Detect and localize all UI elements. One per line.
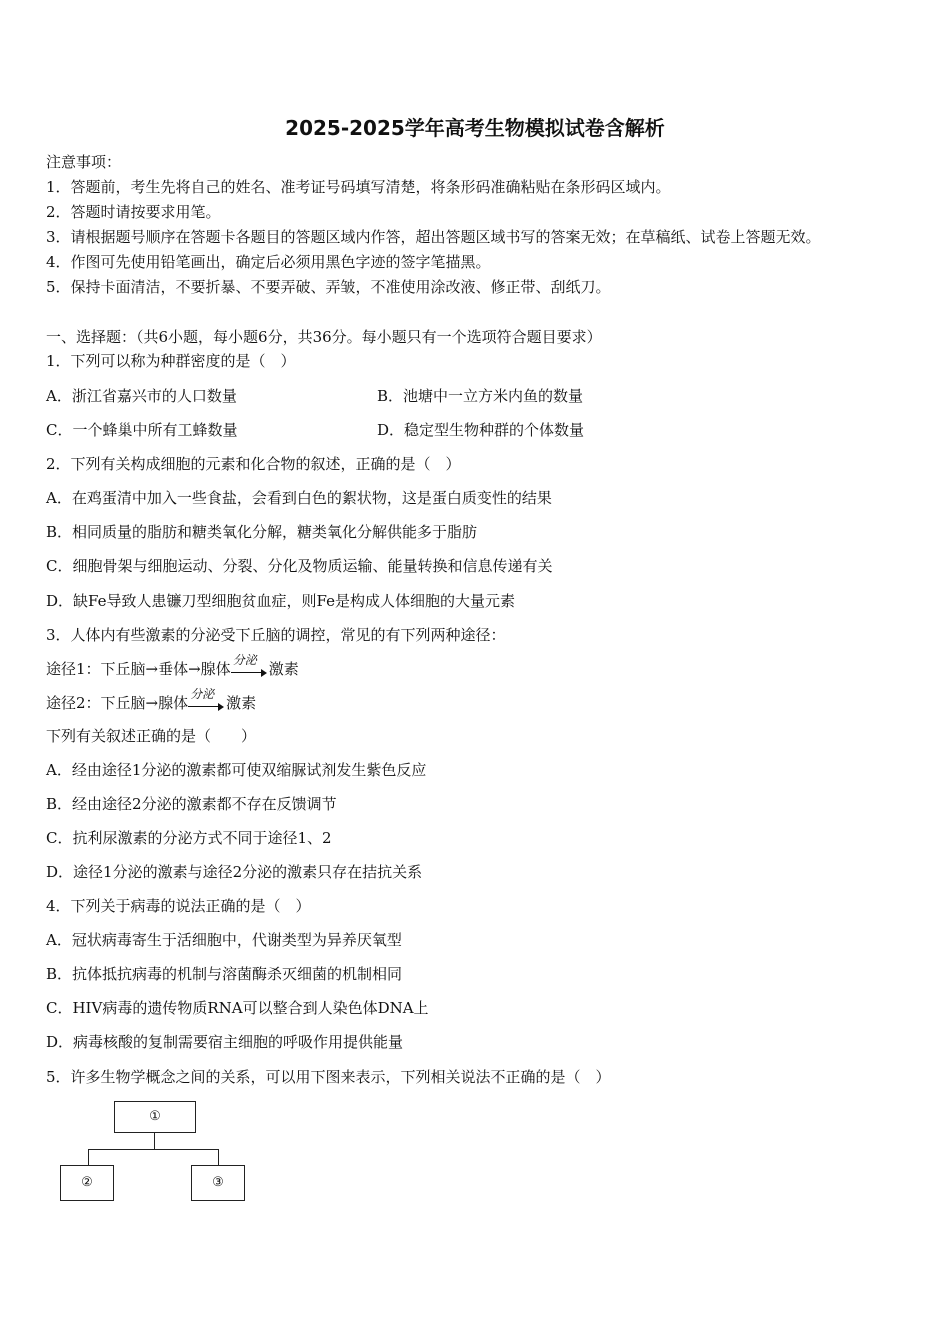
- option-d: D．病毒核酸的复制需要宿主细胞的呼吸作用提供能量: [46, 1033, 404, 1051]
- diagram-connector: [88, 1149, 219, 1150]
- option-b: B．相同质量的脂肪和糖类氧化分解，糖类氧化分解供能多于脂肪: [46, 523, 478, 541]
- concept-diagram: [58, 1100, 248, 1205]
- pathway-1-prefix: 途径1：下丘脑→垂体→腺体: [46, 660, 231, 678]
- option-a: A．冠状病毒寄生于活细胞中，代谢类型为异养厌氧型: [46, 931, 402, 949]
- page-title: 2025-2025学年高考生物模拟试卷含解析: [285, 116, 665, 140]
- arrow-label: 分泌: [232, 653, 257, 667]
- option-d: D．途径1分泌的激素与途径2分泌的激素只存在拮抗关系: [46, 863, 423, 881]
- secrete-arrow-icon: [231, 653, 269, 676]
- notice-item: 2．答题时请按要求用笔。: [46, 203, 221, 221]
- option-a: A．在鸡蛋清中加入一些食盐，会看到白色的絮状物，这是蛋白质变性的结果: [46, 489, 552, 507]
- question-sub-stem: 下列有关叙述正确的是（ ）: [46, 727, 257, 745]
- notice-item: 1．答题前，考生先将自己的姓名、准考证号码填写清楚，将条形码准确粘贴在条形码区域内。: [46, 178, 671, 196]
- section-heading: 一、选择题：（共6小题，每小题6分，共36分。每小题只有一个选项符合题目要求）: [46, 328, 602, 346]
- option-d: D．稳定型生物种群的个体数量: [377, 421, 585, 439]
- pathway-1: [46, 653, 299, 679]
- option-b: B．池塘中一立方米内鱼的数量: [377, 387, 584, 405]
- diagram-connector: [88, 1149, 89, 1165]
- question-stem: 5．许多生物学概念之间的关系，可以用下图来表示，下列相关说法不正确的是（ ）: [46, 1068, 611, 1086]
- diagram-box-top: ①: [114, 1101, 196, 1133]
- pathway-2: [46, 687, 257, 713]
- option-c: C．HIV病毒的遗传物质RNA可以整合到人染色体DNA上: [46, 999, 429, 1017]
- option-c: C．抗利尿激素的分泌方式不同于途径1、2: [46, 829, 332, 847]
- pathway-1-suffix: 激素: [268, 660, 299, 678]
- option-c: C．细胞骨架与细胞运动、分裂、分化及物质运输、能量转换和信息传递有关: [46, 557, 553, 575]
- option-b: B．经由途径2分泌的激素都不存在反馈调节: [46, 795, 337, 813]
- arrow-label: 分泌: [190, 687, 215, 701]
- question-stem: 1．下列可以称为种群密度的是（ ）: [46, 352, 296, 370]
- option-c: C．一个蜂巢中所有工蜂数量: [46, 421, 238, 439]
- option-a: A．经由途径1分泌的激素都可使双缩脲试剂发生紫色反应: [46, 761, 427, 779]
- diagram-connector: [218, 1149, 219, 1165]
- diagram-box-right: ③: [191, 1165, 245, 1201]
- diagram-connector: [154, 1132, 155, 1149]
- secrete-arrow-icon: [188, 687, 226, 710]
- question-stem: 3．人体内有些激素的分泌受下丘脑的调控，常见的有下列两种途径：: [46, 626, 506, 644]
- option-b: B．抗体抵抗病毒的机制与溶菌酶杀灭细菌的机制相同: [46, 965, 403, 983]
- notice-item: 3．请根据题号顺序在答题卡各题目的答题区域内作答，超出答题区域书写的答案无效；在草稿纸、试卷上答题无效。: [46, 228, 821, 246]
- diagram-box-left: ②: [60, 1165, 114, 1201]
- pathway-2-prefix: 途径2：下丘脑→腺体: [46, 694, 189, 712]
- question-stem: 4．下列关于病毒的说法正确的是（ ）: [46, 897, 311, 915]
- notice-heading: 注意事项：: [46, 153, 122, 171]
- notice-item: 4．作图可先使用铅笔画出，确定后必须用黑色字迹的签字笔描黑。: [46, 253, 491, 271]
- option-d: D．缺Fe导致人患镰刀型细胞贫血症，则Fe是构成人体细胞的大量元素: [46, 592, 515, 610]
- question-stem: 2．下列有关构成细胞的元素和化合物的叙述，正确的是（ ）: [46, 455, 461, 473]
- notice-item: 5．保持卡面清洁，不要折暴、不要弄破、弄皱，不准使用涂改液、修正带、刮纸刀。: [46, 278, 611, 296]
- option-a: A．浙江省嘉兴市的人口数量: [46, 387, 237, 405]
- pathway-2-suffix: 激素: [226, 694, 257, 712]
